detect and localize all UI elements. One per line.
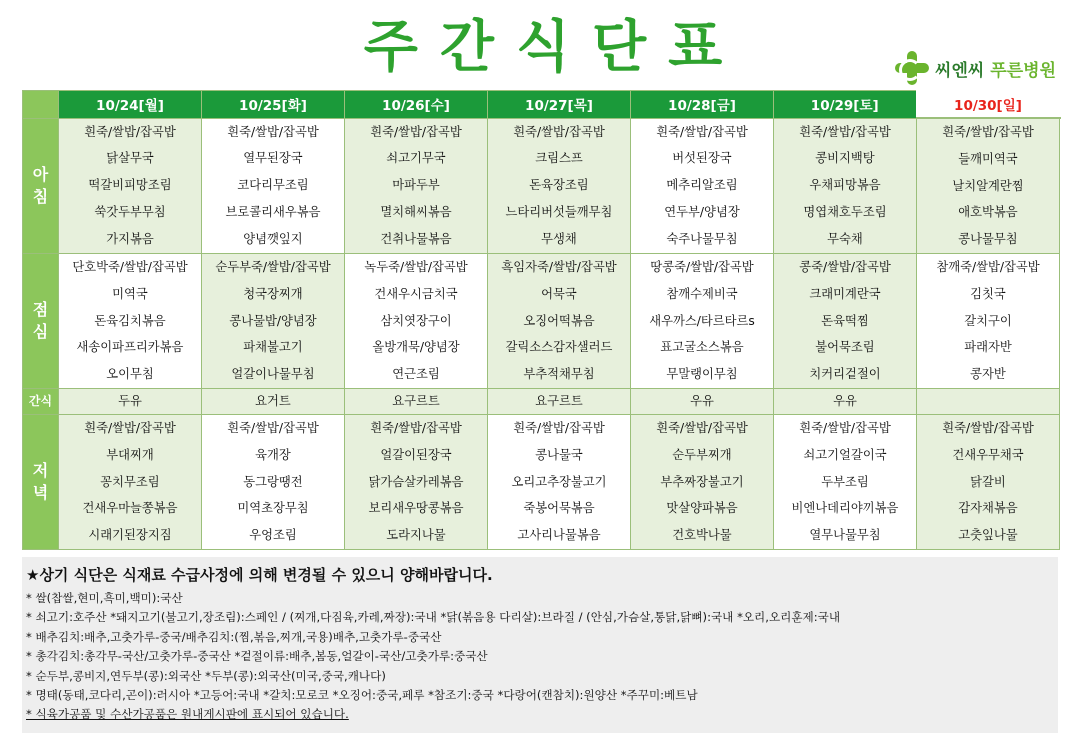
menu-item: 들깨미역국	[958, 151, 1018, 166]
menu-item: 콩자반	[970, 367, 1006, 382]
dinner-cell	[488, 414, 631, 549]
menu-item: 흰죽/쌀밥/잡곡밥	[799, 420, 891, 435]
lunch-cell	[59, 253, 202, 388]
snack-cell	[774, 388, 917, 414]
snack-item: 요거트	[255, 393, 291, 408]
meal-label-snack: 간식	[23, 388, 59, 414]
menu-item: 콩나물무침	[958, 232, 1018, 247]
snack-item: 우유	[833, 393, 857, 408]
menu-item: 크림스프	[535, 151, 583, 166]
menu-item: 흰죽/쌀밥/잡곡밥	[656, 124, 748, 139]
menu-item: 표고굴소스볶음	[660, 340, 744, 355]
menu-item: 떡갈비피망조림	[88, 178, 172, 193]
menu-item: 흰죽/쌀밥/잡곡밥	[84, 124, 176, 139]
lunch-cell	[488, 253, 631, 388]
meal-label-breakfast: 아 침	[23, 118, 59, 253]
menu-item: 동그랑땡전	[243, 474, 303, 489]
menu-item: 닭가슴살카레볶음	[368, 474, 464, 489]
menu-item: 흰죽/쌀밥/잡곡밥	[84, 420, 176, 435]
dinner-cell	[774, 414, 917, 549]
menu-item: 땅콩죽/쌀밥/잡곡밥	[650, 259, 754, 274]
menu-item: 꽁치무조림	[100, 474, 160, 489]
snack-cell	[488, 388, 631, 414]
lunch-cell	[631, 253, 774, 388]
menu-item: 무말랭이무침	[666, 367, 738, 382]
menu-item: 흰죽/쌀밥/잡곡밥	[942, 125, 1034, 139]
menu-item: 숙주나물무침	[666, 231, 738, 246]
menu-item: 쇠고기얼갈이국	[803, 447, 887, 462]
menu-item: 갈치구이	[964, 313, 1012, 328]
breakfast-row	[23, 118, 1060, 253]
menu-item: 부추짜장불고기	[660, 474, 744, 489]
menu-item: 오이무침	[106, 367, 154, 382]
menu-item: 순두부찌개	[672, 447, 732, 462]
menu-item: 흰죽/쌀밥/잡곡밥	[227, 124, 319, 139]
logo-text-cnc: 씨엔씨	[935, 60, 985, 81]
breakfast-cell	[345, 118, 488, 253]
menu-item: 흰죽/쌀밥/잡곡밥	[513, 420, 605, 435]
menu-item: 얼갈이나물무침	[231, 367, 315, 382]
origin-note: * 쌀(찹쌀,현미,흑미,백미):국산	[26, 591, 183, 605]
change-notice: ★상기 식단은 식재료 수급사정에 의해 변경될 수 있으니 양해바랍니다.	[26, 566, 493, 584]
menu-item: 시래기된장지짐	[88, 528, 172, 543]
breakfast-cell	[631, 118, 774, 253]
snack-cell	[202, 388, 345, 414]
menu-item: 멸치해씨볶음	[380, 204, 452, 219]
snack-item: 요구르트	[535, 393, 583, 408]
menu-item: 우채피망볶음	[809, 178, 881, 193]
menu-item: 얼갈이된장국	[380, 447, 452, 462]
menu-item: 오징어떡볶음	[523, 313, 595, 328]
menu-item: 가지볶음	[106, 231, 154, 246]
dinner-cell	[345, 414, 488, 549]
notes-panel	[22, 557, 1058, 733]
menu-item: 참깨수제비국	[666, 286, 738, 301]
menu-item: 닭갈비	[970, 474, 1006, 489]
menu-item: 청국장찌개	[243, 286, 303, 301]
day-header: 10/27[목]	[488, 90, 631, 118]
snack-item: 두유	[118, 393, 142, 408]
origin-note: * 명태(동태,코다리,곤이):러시아 *고등어:국내 *갈치:모로코 *오징어:중국,페루 *참조기:중국 *다랑어(캔참치):원양산 *주꾸미:베트남	[26, 688, 698, 703]
menu-item: 연두부/양념장	[664, 204, 740, 219]
snack-item: 우유	[690, 393, 714, 408]
menu-item: 오리고추장불고기	[511, 474, 607, 489]
menu-item: 녹두죽/쌀밥/잡곡밥	[364, 259, 468, 274]
origin-note: * 순두부,콩비지,연두부(콩):외국산 *두부(콩):외국산(미국,중국,캐나다)	[26, 668, 386, 683]
dinner-row	[23, 414, 1060, 549]
menu-item: 건새우시금치국	[374, 286, 458, 301]
menu-item: 날치알계란찜	[952, 178, 1024, 193]
menu-item: 쑥갓두부무침	[94, 204, 166, 219]
menu-item: 흰죽/쌀밥/잡곡밥	[370, 124, 462, 139]
menu-item: 열무된장국	[243, 151, 303, 166]
header-corner	[23, 90, 59, 118]
menu-item: 파래자반	[964, 340, 1012, 355]
menu-item: 삼치엿장구이	[380, 313, 452, 328]
menu-item: 흰죽/쌀밥/잡곡밥	[799, 124, 891, 139]
menu-item: 갈릭소스감자샐러드	[505, 340, 613, 355]
menu-item: 불어묵조림	[815, 340, 875, 355]
page-title: 주간식단표	[363, 15, 745, 80]
origin-note: * 배추김치:배추,고춧가루-중국/배추김치:(찜,볶음,찌개,국용)배추,고춧가루-중국산	[26, 629, 442, 644]
menu-item: 느타리버섯들깨무침	[505, 204, 613, 219]
menu-item: 치커리겉절이	[809, 367, 881, 382]
menu-item: 쇠고기무국	[386, 151, 446, 166]
processed-food-note: * 식육가공품 및 수산가공품은 원내게시판에 표시되어 있습니다.	[26, 707, 349, 722]
menu-item: 순두부죽/쌀밥/잡곡밥	[215, 259, 331, 274]
menu-item: 맛살양파볶음	[666, 501, 738, 516]
day-header: 10/28[금]	[631, 90, 774, 118]
breakfast-cell	[59, 118, 202, 253]
menu-item: 코다리무조림	[237, 178, 309, 193]
snack-row	[23, 388, 1060, 414]
breakfast-cell	[488, 118, 631, 253]
lunch-row	[23, 253, 1060, 388]
menu-item: 브로콜리새우볶음	[225, 204, 321, 219]
logo-text-hospital: 푸른병원	[990, 60, 1056, 81]
menu-item: 도라지나물	[386, 528, 446, 543]
cross-logo-icon	[895, 51, 929, 85]
breakfast-cell	[774, 118, 917, 253]
dinner-cell	[631, 414, 774, 549]
menu-item: 고춧잎나물	[958, 528, 1018, 543]
menu-item: 감자채볶음	[958, 501, 1018, 516]
menu-item: 미역초장무침	[237, 501, 309, 516]
menu-item: 흰죽/쌀밥/잡곡밥	[656, 420, 748, 435]
meal-label-lunch: 점 심	[23, 253, 59, 388]
menu-item: 돈육떡찜	[821, 313, 869, 328]
menu-item: 닭살무국	[106, 151, 154, 166]
menu-item: 흰죽/쌀밥/잡곡밥	[942, 420, 1034, 435]
snack-item: 요구르트	[392, 393, 440, 408]
origin-note: * 쇠고기:호주산 *돼지고기(불고기,장조림):스페인 / (찌개,다짐육,카레,짜장):국내 *닭(볶음용 다리살):브라질 / (안심,가슴살,통닭,닭뼈):국내 *오리,오리훈제:국내	[26, 610, 841, 625]
menu-item: 콩비지백탕	[815, 151, 875, 166]
menu-item: 단호박죽/쌀밥/잡곡밥	[72, 259, 188, 274]
menu-item: 흰죽/쌀밥/잡곡밥	[227, 420, 319, 435]
menu-item: 참깨죽/쌀밥/잡곡밥	[936, 259, 1040, 274]
menu-item: 건호박나물	[672, 528, 732, 543]
menu-item: 흰죽/쌀밥/잡곡밥	[513, 124, 605, 139]
day-header: 10/30[일]	[917, 90, 1060, 118]
meal-label-dinner: 저 녁	[23, 414, 59, 549]
menu-item: 건새우무채국	[952, 447, 1024, 462]
snack-item	[917, 389, 1059, 413]
menu-item: 어묵국	[541, 286, 577, 301]
menu-item: 돈육김치볶음	[94, 313, 166, 328]
menu-item: 비엔나데리야끼볶음	[791, 501, 899, 516]
menu-item: 건취나물볶음	[380, 231, 452, 246]
weekly-menu-table	[22, 89, 1061, 550]
menu-item: 흰죽/쌀밥/잡곡밥	[370, 420, 462, 435]
day-header: 10/29[토]	[774, 90, 917, 118]
dinner-cell	[59, 414, 202, 549]
menu-item: 보리새우땅콩볶음	[368, 501, 464, 516]
menu-item: 콩죽/쌀밥/잡곡밥	[799, 259, 891, 274]
breakfast-cell	[917, 118, 1060, 253]
menu-item: 크래미계란국	[809, 286, 881, 301]
day-header-row	[23, 90, 1060, 118]
menu-item: 부추적채무침	[523, 367, 595, 382]
menu-item: 돈육장조림	[529, 178, 589, 193]
hospital-logo	[895, 50, 1056, 86]
lunch-cell	[774, 253, 917, 388]
menu-item: 양념깻잎지	[243, 231, 303, 246]
menu-item: 무생채	[541, 231, 577, 246]
snack-cell	[345, 388, 488, 414]
menu-item: 마파두부	[392, 178, 440, 193]
dinner-cell	[202, 414, 345, 549]
menu-item: 흑임자죽/쌀밥/잡곡밥	[501, 259, 617, 274]
day-header: 10/25[화]	[202, 90, 345, 118]
menu-item: 파채불고기	[243, 340, 303, 355]
menu-item: 버섯된장국	[672, 151, 732, 166]
menu-item: 무숙채	[827, 231, 863, 246]
lunch-cell	[917, 253, 1060, 388]
menu-item: 죽봉어묵볶음	[523, 501, 595, 516]
menu-item: 고사리나물볶음	[517, 528, 601, 543]
menu-item: 부대찌개	[106, 447, 154, 462]
lunch-cell	[202, 253, 345, 388]
origin-note: * 총각김치:총각무-국산/고춧가루-중국산 *겉절이류:배추,봄동,얼갈이-국산/고춧가루:중국산	[26, 649, 488, 664]
menu-item: 육개장	[255, 447, 291, 462]
menu-item: 열무나물무침	[809, 528, 881, 543]
menu-item: 우엉조림	[249, 528, 297, 543]
menu-item: 콩나물밥/양념장	[229, 313, 317, 328]
menu-item: 건새우마늘쫑볶음	[82, 501, 178, 516]
snack-cell	[917, 388, 1060, 414]
menu-item: 미역국	[112, 286, 148, 301]
day-header: 10/24[월]	[59, 90, 202, 118]
lunch-cell	[345, 253, 488, 388]
menu-item: 새우까스/타르타르s	[649, 313, 755, 328]
menu-item: 연근조림	[392, 367, 440, 382]
menu-item: 두부조림	[821, 474, 869, 489]
menu-item: 김칫국	[970, 286, 1006, 301]
menu-item: 콩나물국	[535, 447, 583, 462]
snack-cell	[631, 388, 774, 414]
menu-item: 새송이파프리카볶음	[76, 340, 184, 355]
breakfast-cell	[202, 118, 345, 253]
menu-item: 올방개묵/양념장	[372, 340, 460, 355]
day-header: 10/26[수]	[345, 90, 488, 118]
snack-cell	[59, 388, 202, 414]
menu-item: 애호박볶음	[958, 205, 1018, 220]
dinner-cell	[917, 414, 1060, 549]
menu-item: 명엽채호두조림	[803, 204, 887, 219]
menu-item: 메추리알조림	[666, 178, 738, 193]
